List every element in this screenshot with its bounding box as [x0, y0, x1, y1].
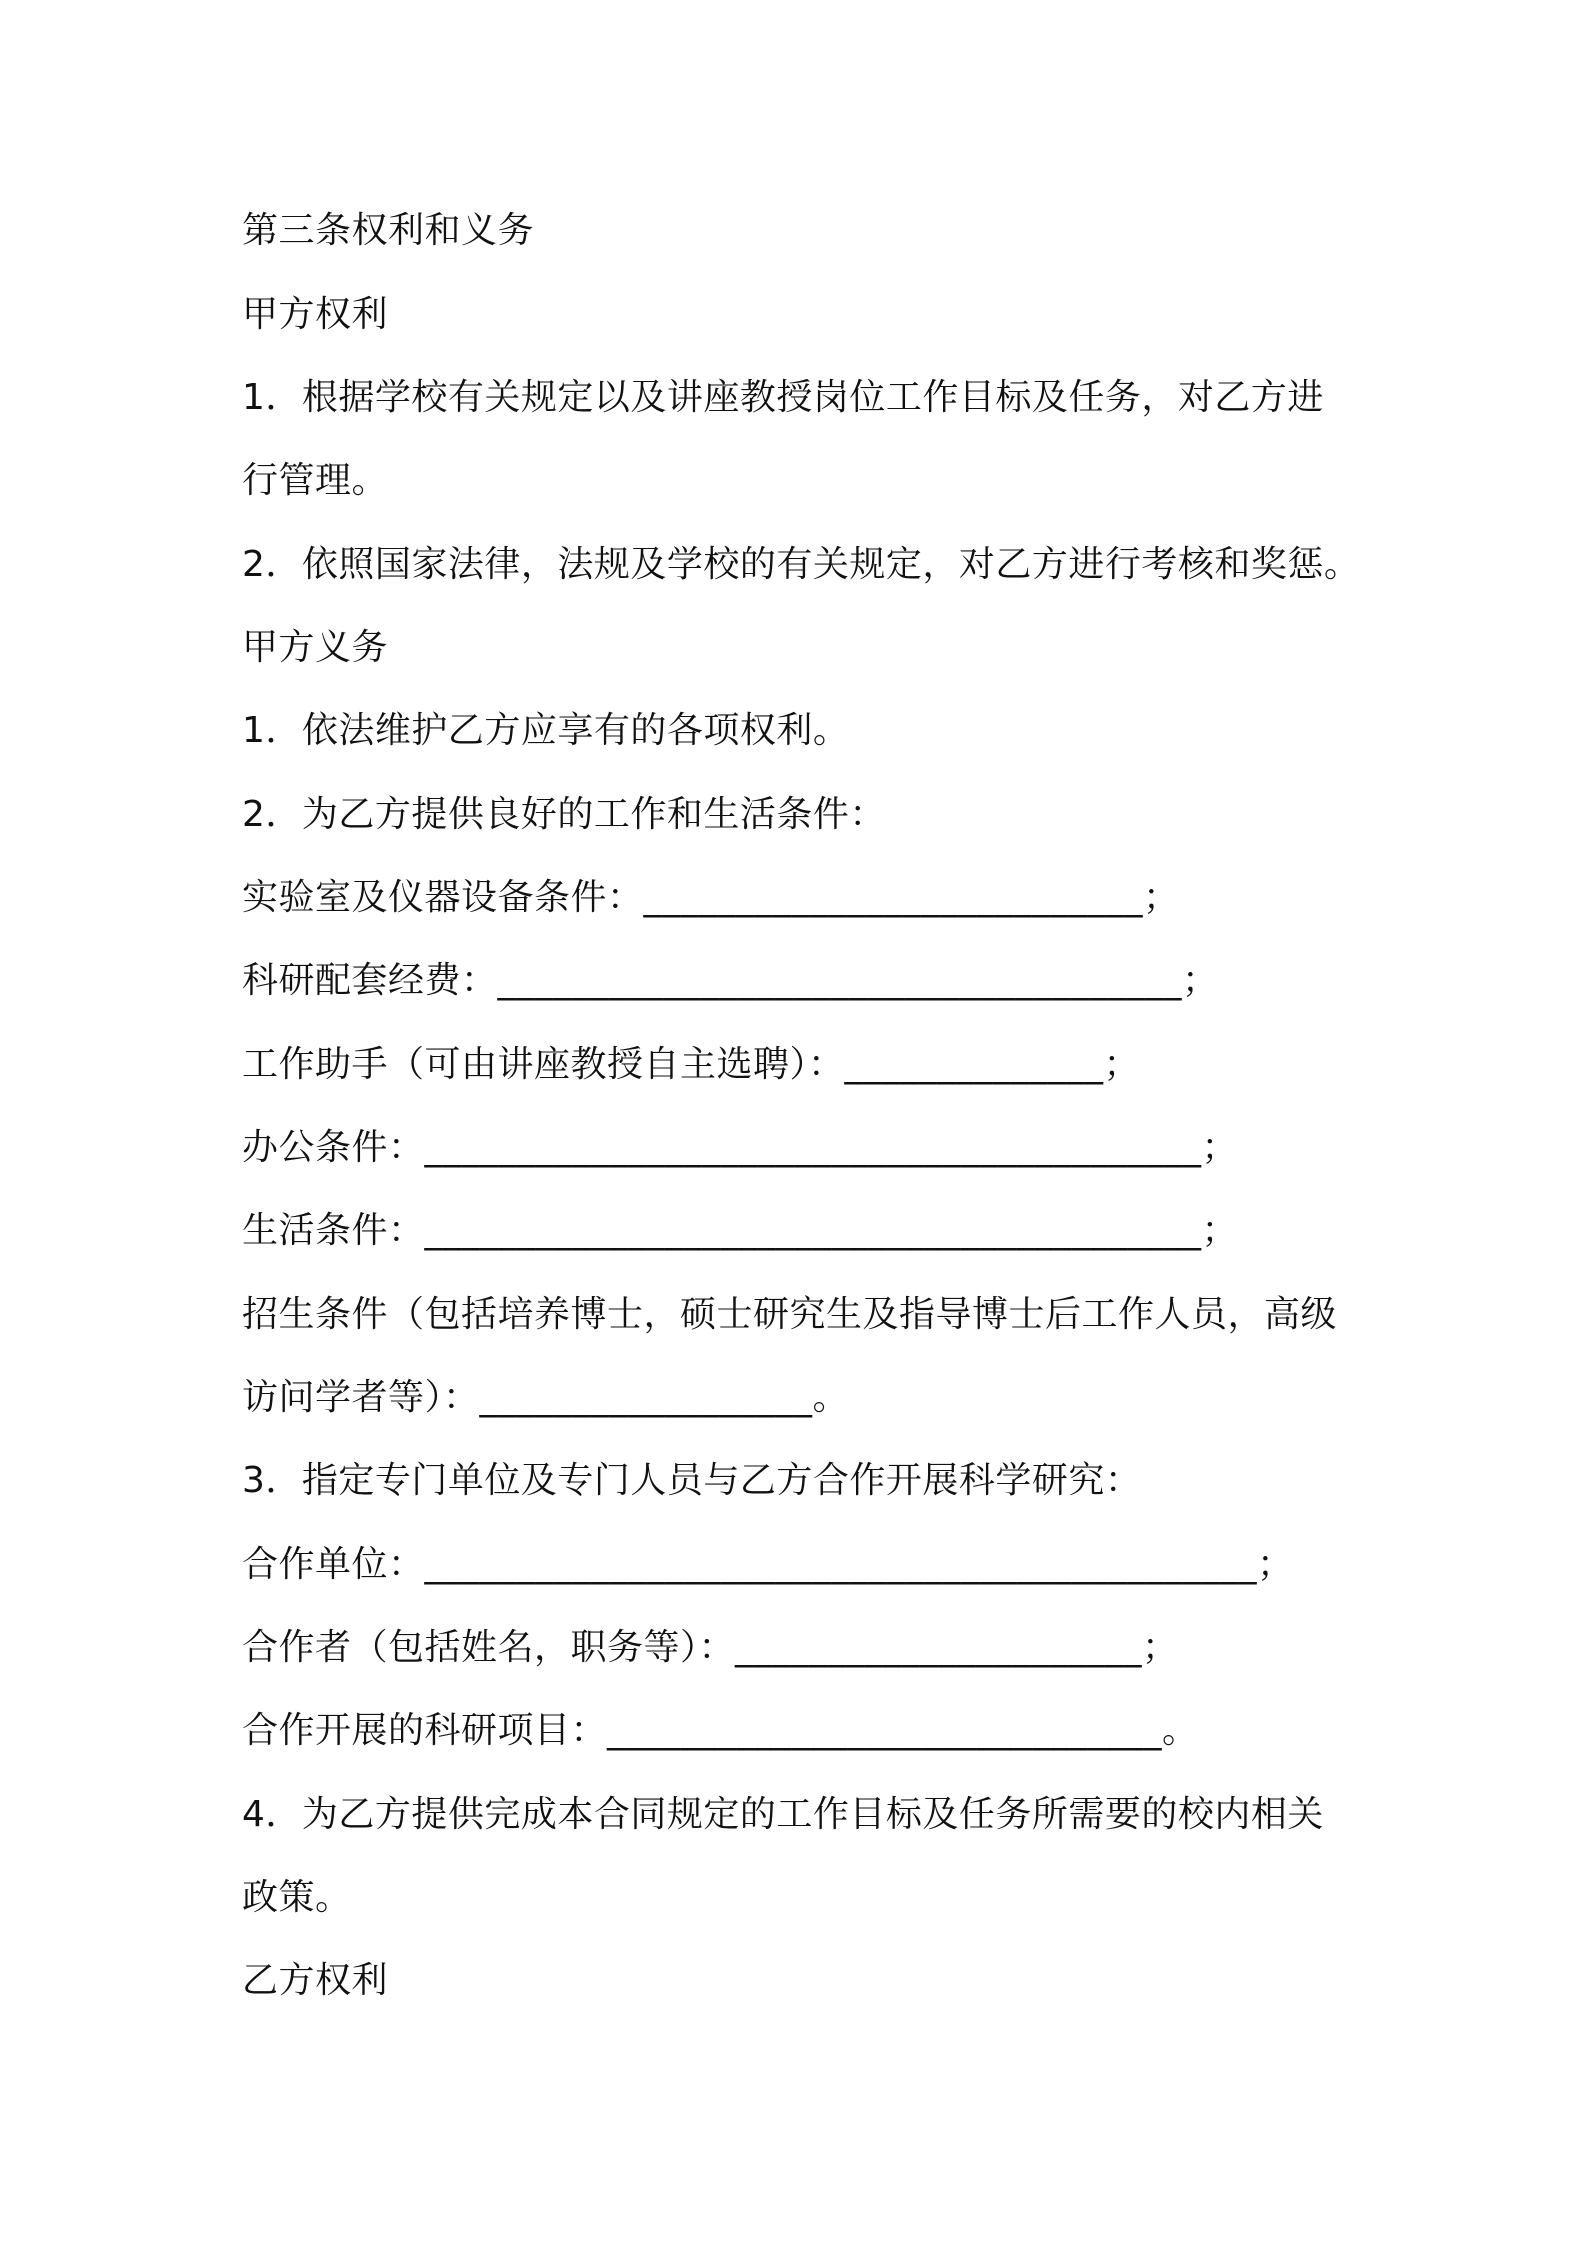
paragraph-line: 3．指定专门单位及专门人员与乙方合作开展科学研究： [242, 1460, 1142, 1501]
paragraph-line: 2．为乙方提供良好的工作和生活条件： [242, 794, 886, 835]
paragraph-line: 1．依法维护乙方应享有的各项权利。 [242, 710, 850, 751]
fill-in-line-partner-unit: 合作单位：_____________________________________________； [242, 1544, 1294, 1585]
fill-in-line-enrollment: 访问学者等）：__________________。 [242, 1377, 850, 1418]
paragraph-line: 1．根据学校有关规定以及讲座教授岗位工作目标及任务，对乙方进 [242, 377, 1324, 418]
subheading-party-a-duties: 甲方义务 [242, 627, 389, 668]
fill-in-line-research-funds: 科研配套经费：_____________________________________； [242, 960, 1219, 1001]
fill-in-line-lab-equipment: 实验室及仪器设备条件：___________________________； [242, 877, 1180, 918]
fill-in-line-living: 生活条件：__________________________________________； [242, 1210, 1239, 1251]
fill-in-line-research-projects: 合作开展的科研项目：______________________________。 [242, 1710, 1199, 1751]
section-heading: 第三条权利和义务 [242, 210, 535, 251]
fill-in-line-assistants: 工作助手（可由讲座教授自主选聘）：______________； [242, 1044, 1141, 1085]
paragraph-line: 政策。 [242, 1877, 352, 1918]
fill-in-line-partners: 合作者（包括姓名，职务等）：______________________； [242, 1627, 1179, 1668]
paragraph-line: 4．为乙方提供完成本合同规定的工作目标及任务所需要的校内相关 [242, 1794, 1324, 1835]
subheading-party-a-rights: 甲方权利 [242, 294, 389, 335]
subheading-party-b-rights: 乙方权利 [242, 1960, 389, 2001]
paragraph-line: 行管理。 [242, 460, 389, 501]
paragraph-line: 2．依照国家法律，法规及学校的有关规定，对乙方进行考核和奖惩。 [242, 544, 1361, 585]
paragraph-line: 招生条件（包括培养博士，硕士研究生及指导博士后工作人员，高级 [242, 1294, 1338, 1335]
fill-in-line-office: 办公条件：__________________________________________； [242, 1127, 1239, 1168]
